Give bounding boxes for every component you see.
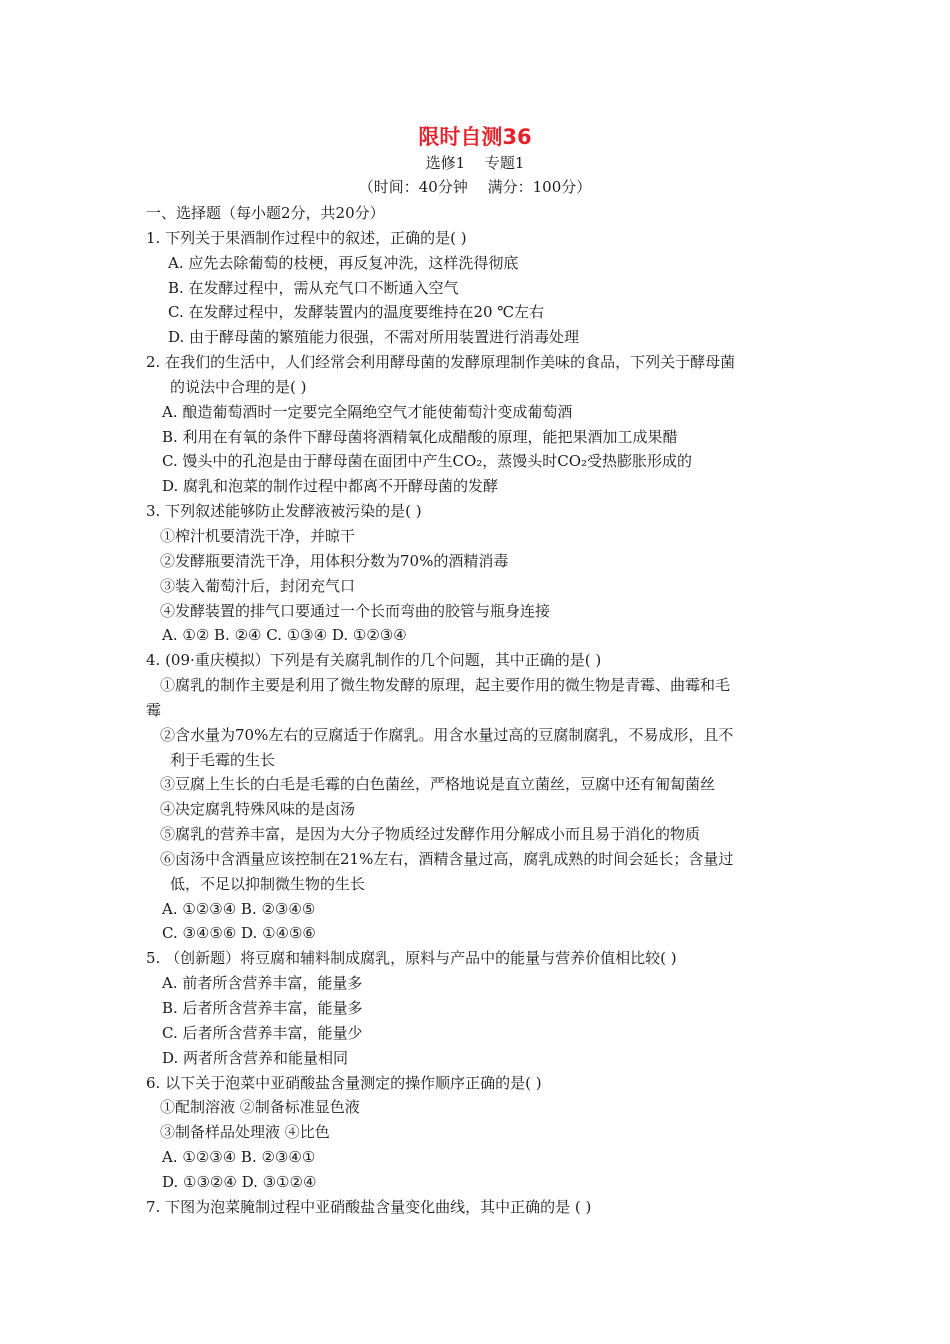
option-c: C. 在发酵过程中，发酵装置内的温度要维持在20 ℃左右 [168,303,545,322]
statement-item: ②含水量为70%左右的豆腐适于作腐乳。用含水量过高的豆腐制腐乳，不易成形，且不 [160,725,734,744]
answer-options: A. ①② B. ②④ C. ①③④ D. ①②③④ [162,626,407,645]
exam-meta: （时间：40分钟 满分：100分） [358,178,592,196]
section-heading: 一、选择题（每小题2分，共20分） [146,204,385,222]
page-title: 限时自测36 [418,125,532,149]
statement-item-continued: 利于毛霉的生长 [170,750,276,769]
option-b: B. 利用在有氧的条件下酵母菌将酒精氧化成醋酸的原理，能把果酒加工成果醋 [162,427,678,446]
statement-item: ②发酵瓶要清洗干净，用体积分数为70%的酒精消毒 [160,551,509,570]
option-b: B. 后者所含营养丰富，能量多 [162,999,363,1017]
question-stem: 2. 在我们的生活中，人们经常会利用酵母菌的发酵原理制作美味的食品，下列关于酵母菌 [146,353,736,372]
statement-item: ④决定腐乳特殊风味的是卤汤 [160,800,356,819]
option-c: C. 馒头中的孔泡是由于酵母菌在面团中产生CO₂，蒸馒头时CO₂受热膨胀形成的 [162,452,693,471]
statement-item-continued: 霉 [146,700,162,719]
option-d: D. 由于酵母菌的繁殖能力很强，不需对所用装置进行消毒处理 [168,328,580,347]
statement-item-continued: 低，不足以抑制微生物的生长 [170,874,366,893]
option-a: A. 酿造葡萄酒时一定要完全隔绝空气才能使葡萄汁变成葡萄酒 [162,402,573,421]
question-stem: 1. 下列关于果酒制作过程中的叙述，正确的是( ) [146,228,467,247]
statement-item: ⑥卤汤中含酒量应该控制在21%左右，酒精含量过高，腐乳成熟的时间会延长；含量过 [160,849,734,868]
option-d: D. 腐乳和泡菜的制作过程中都离不开酵母菌的发酵 [162,477,499,496]
option-a: A. 应先去除葡萄的枝梗，再反复冲洗，这样洗得彻底 [168,253,519,272]
question-stem: 7. 下图为泡菜腌制过程中亚硝酸盐含量变化曲线，其中正确的是 ( ) [146,1197,592,1216]
question-stem: 3. 下列叙述能够防止发酵液被污染的是( ) [146,502,422,521]
question-stem: 5. （创新题）将豆腐和辅料制成腐乳，原料与产品中的能量与营养价值相比较( ) [146,949,677,968]
option-c: C. 后者所含营养丰富，能量少 [162,1023,363,1042]
statement-item: ①配制溶液 ②制备标准显色液 [160,1098,360,1117]
question-stem: 4. (09·重庆模拟）下列是有关腐乳制作的几个问题，其中正确的是( ) [146,651,602,670]
statement-item: ③豆腐上生长的白毛是毛霉的白色菌丝，严格地说是直立菌丝，豆腐中还有匍匐菌丝 [160,775,716,794]
option-b: B. 在发酵过程中，需从充气口不断通入空气 [168,278,459,297]
option-d: D. 两者所含营养和能量相同 [162,1048,349,1067]
exam-content [146,201,816,1220]
statement-item: ①腐乳的制作主要是利用了微生物发酵的原理，起主要作用的微生物是青霉、曲霉和毛 [160,676,731,695]
page-subtitle: 选修1 专题1 [425,154,525,172]
statement-item: ④发酵装置的排气口要通过一个长而弯曲的胶管与瓶身连接 [160,601,551,620]
statement-item: ①榨汁机要清洗干净，并晾干 [160,526,356,545]
answer-options: A. ①②③④ B. ②③④① [162,1148,316,1167]
statement-item: ③装入葡萄汁后，封闭充气口 [160,576,356,595]
answer-options: D. ①③②④ D. ③①②④ [162,1172,317,1191]
statement-item: ⑤腐乳的营养丰富，是因为大分子物质经过发酵作用分解成小而且易于消化的物质 [160,825,701,844]
question-stem-continued: 的说法中合理的是( ) [170,377,307,396]
option-a: A. 前者所含营养丰富，能量多 [162,974,363,993]
question-stem: 6. 以下关于泡菜中亚硝酸盐含量测定的操作顺序正确的是( ) [146,1073,542,1092]
statement-item: ③制备样品处理液 ④比色 [160,1123,330,1142]
answer-options: A. ①②③④ B. ②③④⑤ [162,899,316,918]
answer-options: C. ③④⑤⑥ D. ①④⑤⑥ [162,924,316,943]
